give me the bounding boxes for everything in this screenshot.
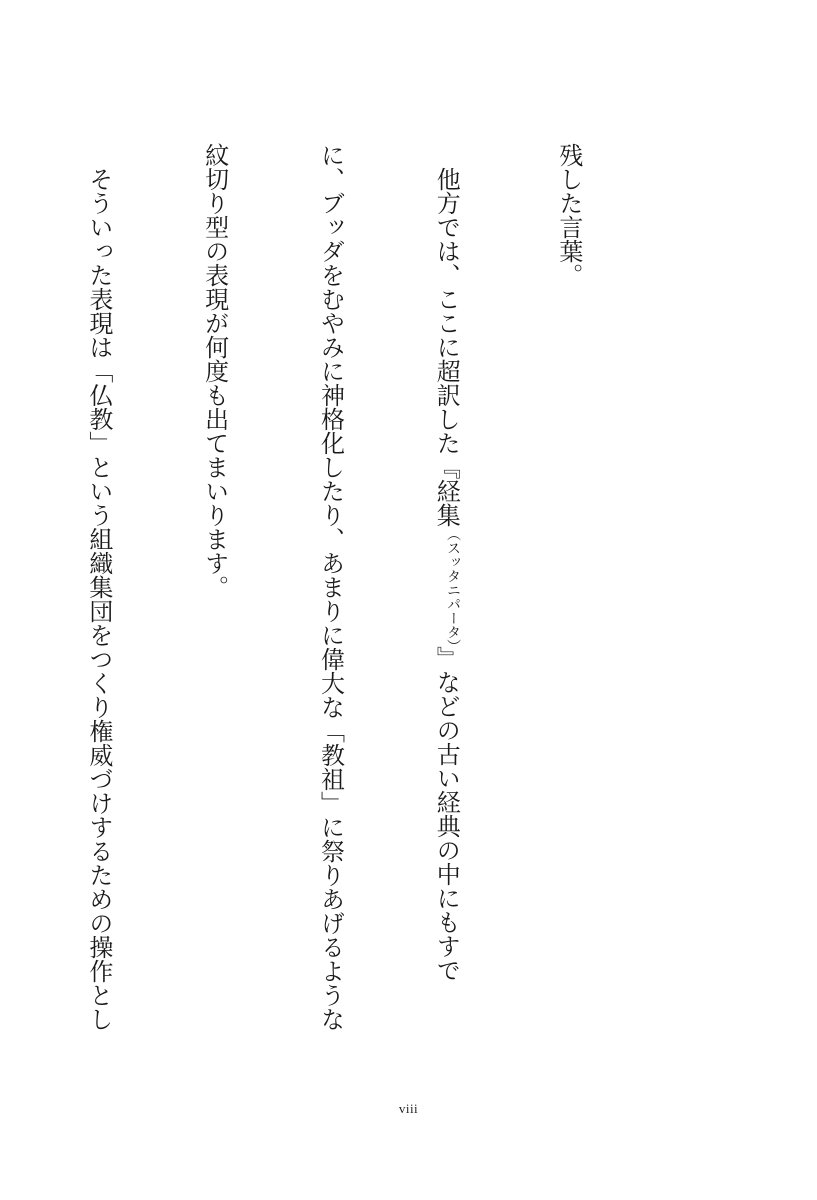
ruby-annotation: （スッタニパータ）: [445, 527, 462, 646]
text-line: 紋切り型の表現が何度も出てまいります。: [200, 143, 229, 599]
text-line: に、ブッダをむやみに神格化したり、あまりに偉大な「教祖」に祭りあげるような: [316, 143, 345, 1031]
text-segment: 』などの古い経典の中にもすで: [432, 646, 461, 982]
text-line: [0, 143, 2, 943]
text-line: [427, 143, 472, 982]
page-number: viii: [398, 1101, 419, 1116]
text-segment: 他方では、ここに超訳した『経集: [432, 143, 461, 527]
vertical-text-body: [0, 143, 665, 1031]
text-line: そういった表現は「仏教」という組織集団をつくり権威づけするための操作とし: [84, 143, 113, 1031]
text-line: 残した言葉。: [554, 143, 583, 287]
